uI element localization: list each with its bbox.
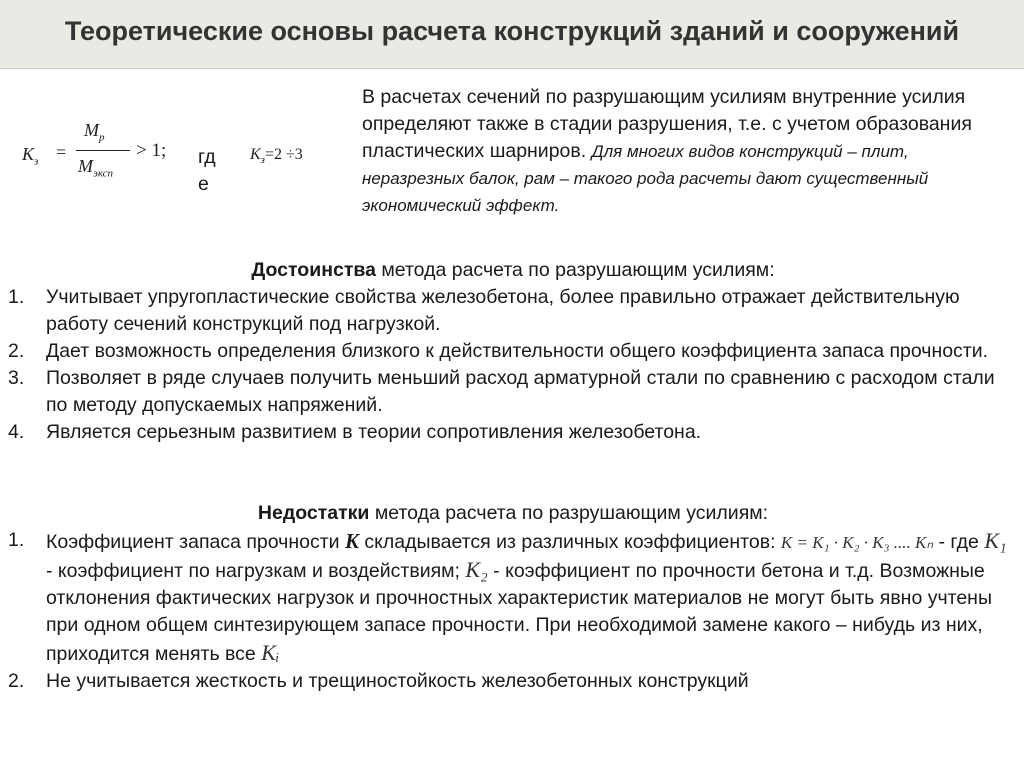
list-item: 3. Позволяет в ряде случаев получить меньший расход арматурной стали по сравнению с расходом стали по методу допускаемых напряжений. — [8, 367, 995, 416]
k1-symbol: K₁ — [984, 528, 1007, 553]
ki-symbol: Kᵢ — [261, 640, 280, 665]
disadvantages-heading: Недостатки метода расчета по разрушающим усилиям: — [257, 502, 769, 524]
where-word: гд е — [198, 146, 216, 195]
list-item: 1. Коэффициент запаса прочности K складывается из различных коэффициентов: K = K₁ · K₂ · K₃ .... Kₙ - где K₁ - коэффициент по нагрузкам и воздействиям; K₂ - коэффициент по прочности бетона и т.д. Возможные отклонения фактических нагрузок и прочностных характеристик материалов не могут быть явно учтены при одном общем синтезирующем запасе прочности. При необходимой замене какого – нибудь из них, приходится менять все Kᵢ — [8, 528, 1007, 665]
intro-italic-text: Для многих видов конструкций – плит, неразрезных балок, рам – такого рода расчеты дают существенный экономический эффект. — [362, 142, 929, 215]
intro-paragraph — [362, 84, 1002, 219]
formula-fraction-line — [76, 150, 130, 151]
range-formula: $K_з=2 \div 3$ — [250, 146, 303, 167]
advantages-heading: Достоинства метода расчета по разрушающим усилиям: — [251, 259, 775, 281]
k-letter: K — [344, 529, 359, 553]
formula-numerator: $M_р$ — [84, 120, 105, 144]
formula-denominator: $M_{эксп}$ — [78, 156, 113, 180]
disadvantages-section — [8, 500, 1018, 695]
intro-text: В расчетах сечений по разрушающим усилиям внутренние усилия определяют также в стадии разрушения, т.е. с учетом образования пластических шарниров. — [362, 86, 972, 162]
product-formula: K = K₁ · K₂ · K₃ .... Kₙ — [780, 533, 934, 552]
formula-equals: = — [56, 142, 67, 162]
slide-title: Теоретические основы расчета конструкций зданий и сооружений — [64, 16, 960, 46]
list-item: 1. Учитывает упругопластические свойства железобетона, более правильно отражает действительную работу сечений конструкций под нагрузкой. — [8, 286, 960, 335]
list-item: 4. Является серьезным развитием в теории сопротивления железобетона. — [8, 421, 702, 443]
advantages-section — [8, 257, 1018, 446]
k2-symbol: K₂ — [465, 557, 488, 582]
list-item: 2. Дает возможность определения близкого к действительности общего коэффициента запаса прочности. — [8, 340, 989, 362]
list-item: 2. Не учитывается жесткость и трещиностойкость железобетонных конструкций — [8, 670, 749, 692]
slide-header — [0, 0, 1024, 69]
formula-rhs: > 1; — [136, 140, 167, 161]
formula-k: $K_з$ — [22, 144, 39, 168]
